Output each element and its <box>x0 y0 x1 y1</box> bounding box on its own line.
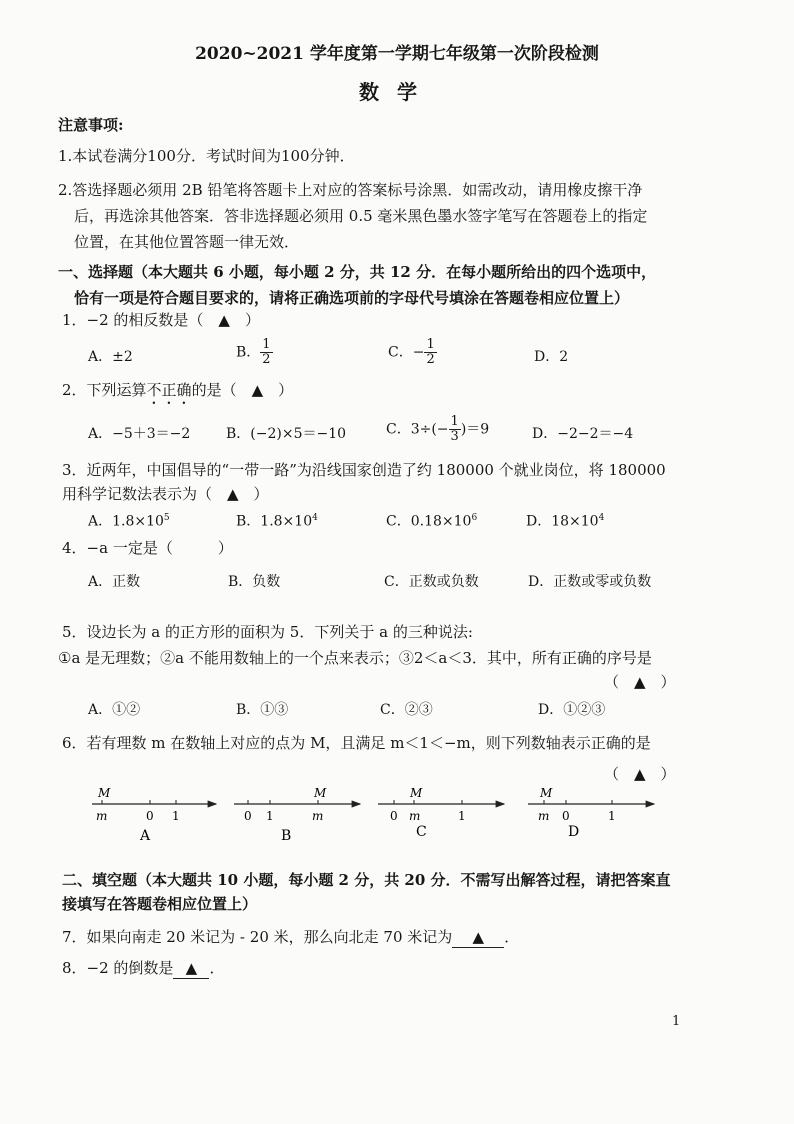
axis-d-m: m <box>538 809 550 823</box>
number-line-c <box>378 786 504 840</box>
question-5-option-c: C．②③ <box>380 702 433 718</box>
question-2-option-a: A．−5＋3＝−2 <box>88 426 191 442</box>
axis-b-m: m <box>312 809 324 823</box>
axis-a-label: A <box>140 828 151 842</box>
question-5-answer-mark: （ ▲ ） <box>604 673 676 691</box>
notice-item-2-line3: 位置，在其他位置答题一律无效． <box>74 233 300 251</box>
question-1-stem: 1．−2 的相反数是（ ▲ ） <box>62 311 260 329</box>
notice-item-1: 1.本试卷满分100分．考试时间为100分钟． <box>58 147 355 165</box>
question-3-option-c: C．$0.18\times 10^6$ <box>386 513 478 530</box>
question-1-option-d: D．2 <box>534 349 569 365</box>
question-5-option-a: A．①② <box>88 702 141 718</box>
axis-c-one: 1 <box>458 809 466 823</box>
question-3-option-b: B．$1.8\times 10^4$ <box>236 513 318 530</box>
number-line-d <box>528 786 654 840</box>
axis-a-m: m <box>96 809 108 823</box>
axis-a-zero: 0 <box>146 809 154 823</box>
question-2-option-b: B．(−2)×5＝−10 <box>226 426 347 442</box>
axis-b-label: B <box>281 828 292 842</box>
question-1-option-c: C．− $\frac{1}{2}$ <box>388 337 435 367</box>
number-line-b <box>234 786 360 842</box>
question-6-stem: 6．若有理数 m 在数轴上对应的点为 M，且满足 m＜1＜−m，则下列数轴表示正确的是 <box>62 734 651 752</box>
question-7-answer-blank[interactable]: ▲ <box>452 927 504 948</box>
axis-c-m: m <box>409 809 421 823</box>
axis-d-point: M <box>540 786 553 800</box>
section2-heading-line2: 接填写在答题卷相应位置上） <box>62 895 258 913</box>
question-3-stem-line2: 用科学记数法表示为（ ▲ ） <box>62 485 269 503</box>
axis-b-point: M <box>314 786 327 800</box>
axis-a-point: M <box>98 786 111 800</box>
axis-c-point: M <box>410 786 423 800</box>
question-7: 7．如果向南走 20 米记为 - 20 米，那么向北走 70 米记为 ▲ ． <box>62 928 520 946</box>
question-8-answer-blank[interactable]: ▲ <box>173 958 209 979</box>
question-3-option-a: A．$1.8\times 10^5$ <box>88 513 170 530</box>
axis-d-zero: 0 <box>562 809 570 823</box>
question-2-stem: 2．下列运算不正确的是（ ▲ ） <box>62 381 294 399</box>
question-2-option-c: C．3÷(− $\frac{1}{3}$ )＝9 <box>386 414 490 444</box>
section1-heading-line2: 恰有一项是符合题目要求的，请将正确选项前的字母代号填涂在答题卷相应位置上） <box>74 289 630 307</box>
axis-c-label: C <box>416 824 427 840</box>
question-3-stem-line1: 3．近两年，中国倡导的“一带一路”为沿线国家创造了约 180000 个就业岗位，将 180000 <box>62 461 666 479</box>
question-4-option-c: C．正数或负数 <box>384 574 479 590</box>
subject-title: 数学 <box>359 80 435 104</box>
question-8: 8．−2 的倒数是 ▲ ． <box>62 959 225 977</box>
page-number: 1 <box>672 1014 681 1029</box>
question-1-option-a: A．±2 <box>88 349 133 365</box>
question-4-option-b: B．负数 <box>228 574 281 590</box>
question-4-stem: 4．−a 一定是（ ） <box>62 539 233 557</box>
question-3-option-d: D．$18\times 10^4$ <box>526 513 605 530</box>
question-4-option-a: A．正数 <box>88 574 141 590</box>
notice-item-2-line2: 后，再选涂其他答案．答非选择题必须用 0.5 毫米黑色墨水签字笔写在答题卷上的指定 <box>74 207 648 225</box>
question-5-stem-line1: 5．设边长为 a 的正方形的面积为 5．下列关于 a 的三种说法: <box>62 623 473 641</box>
axis-c-zero: 0 <box>390 809 398 823</box>
axis-d-label: D <box>568 824 580 840</box>
number-line-figures <box>0 782 794 842</box>
axis-b-zero: 0 <box>244 809 252 823</box>
question-2-option-d: D．−2−2＝−4 <box>532 426 634 442</box>
question-4-option-d: D．正数或零或负数 <box>528 574 652 590</box>
number-line-a <box>92 786 216 842</box>
axis-d-one: 1 <box>608 809 616 823</box>
section1-heading-line1: 一、选择题（本大题共 6 小题，每小题 2 分，共 12 分．在每小题所给出的四个选项中， <box>58 263 657 281</box>
notice-heading: 注意事项: <box>58 116 124 134</box>
axis-a-one: 1 <box>172 809 180 823</box>
axis-b-one: 1 <box>266 809 274 823</box>
section2-heading-line1: 二、填空题（本大题共 10 小题，每小题 2 分，共 20 分．不需写出解答过程，请把答案直 <box>62 871 671 889</box>
question-1-option-b: B． $\frac{1}{2}$ <box>236 337 271 367</box>
question-5-stem-line2: ①a 是无理数；②a 不能用数轴上的一个点来表示；③2＜a＜3．其中，所有正确的序号是 <box>58 649 652 667</box>
question-5-option-b: B．①③ <box>236 702 289 718</box>
exam-title: 2020~2021 学年度第一学期七年级第一次阶段检测 <box>195 44 599 64</box>
notice-item-2-line1: 2.答选择题必须用 2B 铅笔将答题卡上对应的答案标号涂黑．如需改动，请用橡皮擦干净 <box>58 181 643 199</box>
question-6-answer-mark: （ ▲ ） <box>604 765 676 783</box>
question-5-option-d: D．①②③ <box>538 702 606 718</box>
